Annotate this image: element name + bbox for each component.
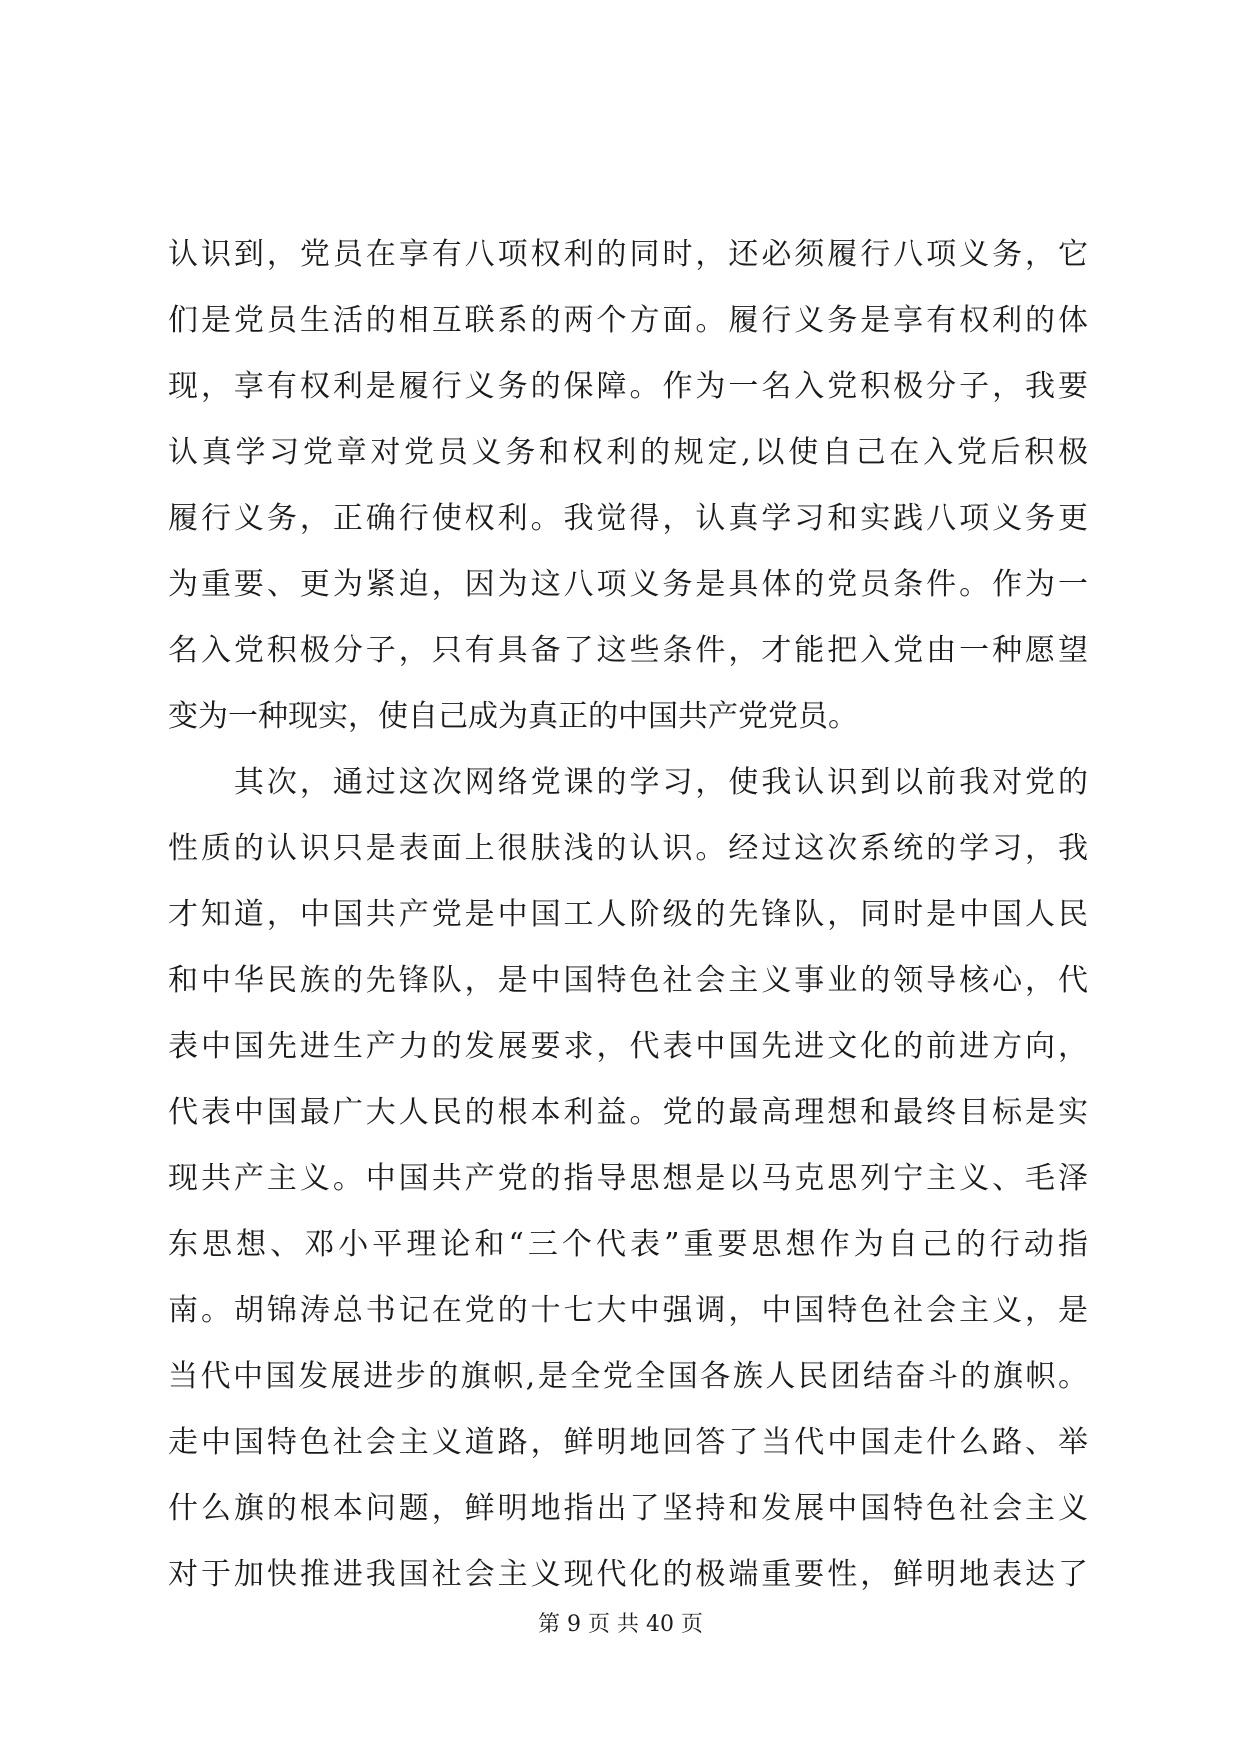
text-line: 对于加快推进我国社会主义现代化的极端重要性，鲜明地表达了 — [168, 1557, 1088, 1592]
text-line: 东思想、邓小平理论和“三个代表”重要思想作为自己的行动指 — [168, 1227, 1088, 1262]
text-line: 履行义务，正确行使权利。我觉得，认真学习和实践八项义务更 — [168, 501, 1088, 536]
page-number-footer: 第 9 页 共 40 页 — [538, 1612, 703, 1637]
text-line: 走中国特色社会主义道路，鲜明地回答了当代中国走什么路、举 — [168, 1425, 1088, 1460]
text-line: 南。胡锦涛总书记在党的十七大中强调，中国特色社会主义，是 — [168, 1293, 1088, 1328]
text-line: 其次，通过这次网络党课的学习，使我认识到以前我对党的 — [168, 765, 1088, 800]
text-line: 表中国先进生产力的发展要求，代表中国先进文化的前进方向， — [168, 1029, 1088, 1064]
text-line: 名入党积极分子，只有具备了这些条件，才能把入党由一种愿望 — [168, 633, 1088, 668]
text-line: 当代中国发展进步的旗帜,是全党全国各族人民团结奋斗的旗帜。 — [168, 1359, 1088, 1394]
text-line: 性质的认识只是表面上很肤浅的认识。经过这次系统的学习，我 — [168, 831, 1088, 866]
body-text — [168, 222, 1088, 1608]
text-line: 认真学习党章对党员义务和权利的规定,以使自己在入党后积极 — [168, 435, 1088, 470]
text-line: 现，享有权利是履行义务的保障。作为一名入党积极分子，我要 — [168, 369, 1088, 404]
text-line: 和中华民族的先锋队，是中国特色社会主义事业的领导核心，代 — [168, 963, 1088, 998]
text-line: 什么旗的根本问题，鲜明地指出了坚持和发展中国特色社会主义 — [168, 1491, 1088, 1526]
text-line: 现共产主义。中国共产党的指导思想是以马克思列宁主义、毛泽 — [168, 1161, 1088, 1196]
text-line: 认识到，党员在享有八项权利的同时，还必须履行八项义务，它 — [168, 237, 1088, 272]
text-line: 们是党员生活的相互联系的两个方面。履行义务是享有权利的体 — [168, 303, 1088, 338]
text-line: 变为一种现实，使自己成为真正的中国共产党党员。 — [168, 699, 858, 734]
text-line: 为重要、更为紧迫，因为这八项义务是具体的党员条件。作为一 — [168, 567, 1088, 602]
text-line: 代表中国最广大人民的根本利益。党的最高理想和最终目标是实 — [168, 1095, 1088, 1130]
text-line: 才知道，中国共产党是中国工人阶级的先锋队，同时是中国人民 — [168, 897, 1088, 932]
